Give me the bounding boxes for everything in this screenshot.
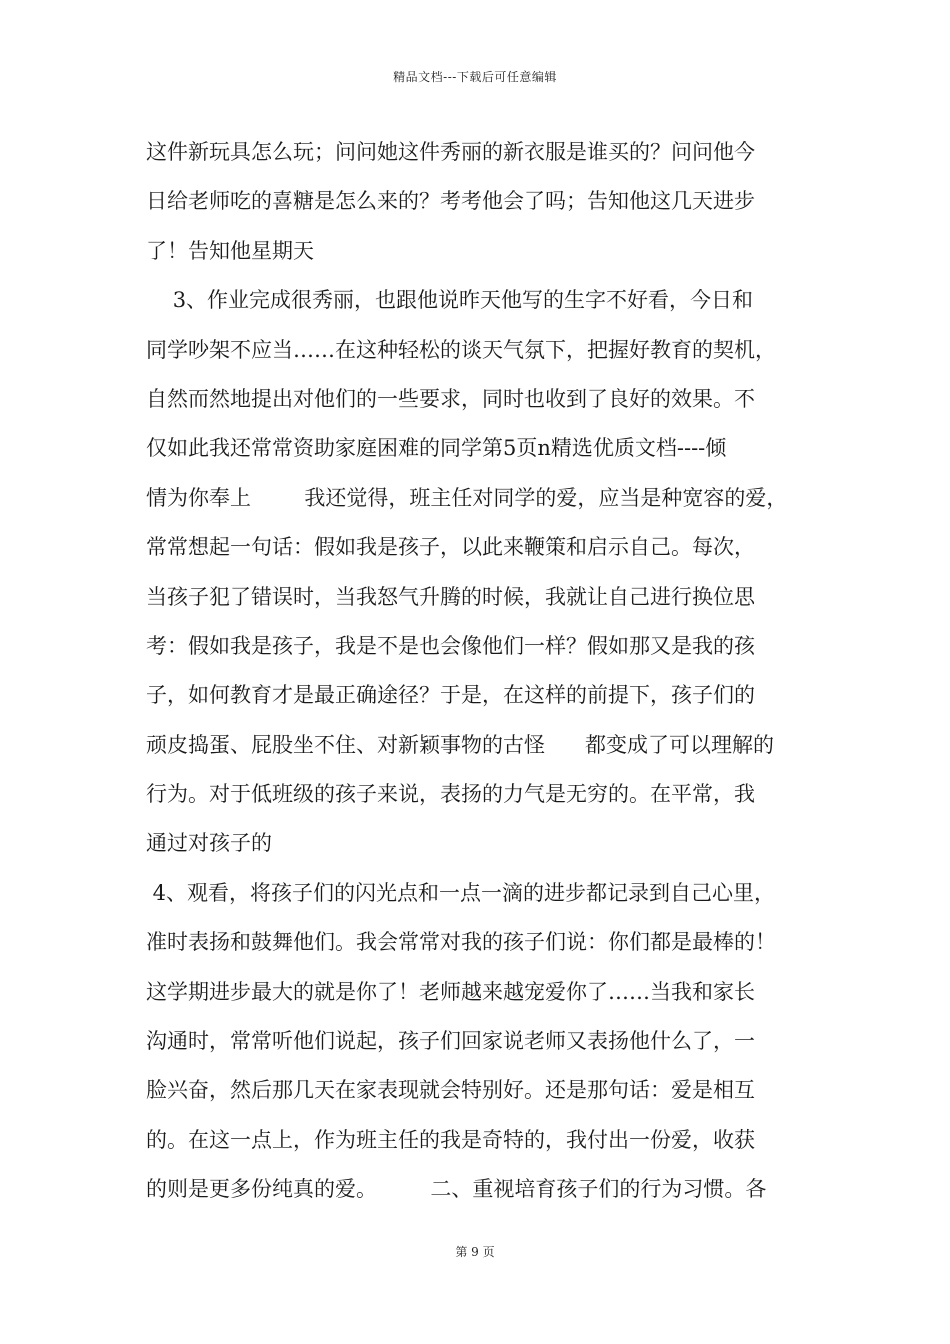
text-line: 顽皮捣蛋、屁股坐不住、对新颖事物的古怪 都变成了可以理解的 bbox=[146, 732, 775, 757]
text-line: 3、作业完成很秀丽，也跟他说昨天他写的生字不好看，今日和 bbox=[146, 288, 754, 313]
text-line: 考：假如我是孩子，我是不是也会像他们一样？假如那又是我的孩 bbox=[146, 633, 755, 658]
text-line: 4、观看，将孩子们的闪光点和一点一滴的进步都记录到自己心里， bbox=[146, 880, 776, 905]
text-line: 当孩子犯了错误时，当我怒气升腾的时候，我就让自己进行换位思 bbox=[146, 584, 755, 609]
text-line: 行为。对于低班级的孩子来说，表扬的力气是无穷的。在平常，我 bbox=[146, 782, 755, 807]
text-line: 脸兴奋，然后那几天在家表现就会特别好。还是那句话：爱是相互 bbox=[146, 1078, 755, 1103]
text-line: 了！告知他星期天 bbox=[146, 238, 314, 263]
text-line: 的则是更多份纯真的爱。 二、重视培育孩子们的行为习惯。各 bbox=[146, 1177, 767, 1202]
text-line: 沟通时，常常听他们说起，孩子们回家说老师又表扬他什么了，一 bbox=[146, 1029, 755, 1054]
text-line: 日给老师吃的喜糖是怎么来的？考考他会了吗；告知他这几天进步 bbox=[146, 189, 755, 214]
text-line: 情为你奉上 我还觉得，班主任对同学的爱，应当是种宽容的爱， bbox=[146, 485, 788, 510]
page-header: 精品文档---下载后可任意编辑 bbox=[393, 70, 557, 84]
text-line: 仅如此我还常常资助家庭困难的同学第5页n精选优质文档----倾 bbox=[146, 436, 727, 461]
text-line: 准时表扬和鼓舞他们。我会常常对我的孩子们说：你们都是最棒的！ bbox=[146, 930, 776, 955]
text-line: 自然而然地提出对他们的一些要求，同时也收到了良好的效果。不 bbox=[146, 386, 755, 411]
text-line: 这件新玩具怎么玩；问问她这件秀丽的新衣服是谁买的？问问他今 bbox=[146, 140, 755, 164]
text-line: 同学吵架不应当……在这种轻松的谈天气氛下，把握好教育的契机， bbox=[146, 337, 776, 362]
text-line: 的。在这一点上，作为班主任的我是奇特的，我付出一份爱，收获 bbox=[146, 1127, 755, 1152]
text-line: 通过对孩子的 bbox=[146, 831, 272, 856]
document-body bbox=[146, 134, 816, 1221]
page-number: 第 9 页 bbox=[455, 1245, 495, 1259]
text-line: 常常想起一句话：假如我是孩子，以此来鞭策和启示自己。每次， bbox=[146, 535, 755, 560]
text-line: 这学期进步最大的就是你了！老师越来越宠爱你了……当我和家长 bbox=[146, 979, 755, 1004]
text-line: 子，如何教育才是最正确途径？于是，在这样的前提下，孩子们的 bbox=[146, 683, 755, 708]
